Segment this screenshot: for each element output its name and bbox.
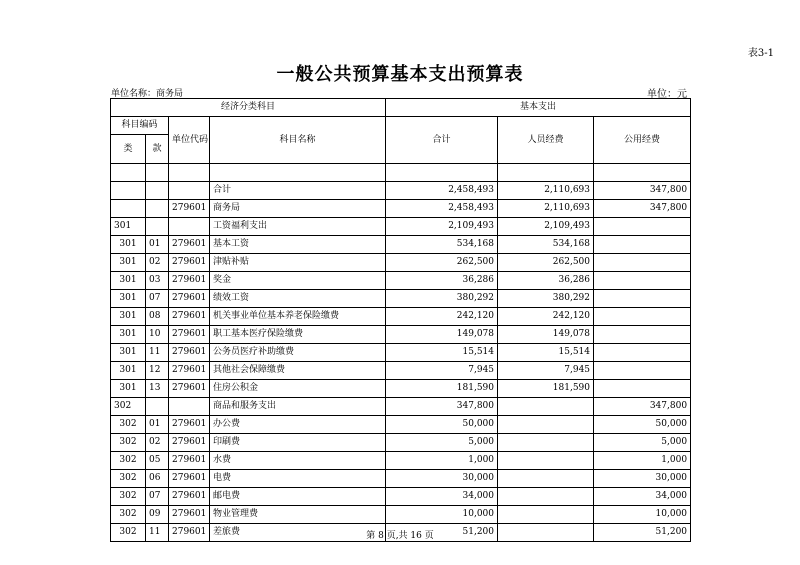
table-row	[111, 326, 691, 344]
cell-public: 5,000	[594, 434, 691, 452]
cell-kuan	[146, 200, 169, 218]
cell-total: 5,000	[386, 434, 498, 452]
cell-total: 380,292	[386, 290, 498, 308]
cell-lei: 301	[111, 326, 146, 344]
cell-lei: 302	[111, 452, 146, 470]
cell-personnel	[498, 416, 594, 434]
table-row	[111, 200, 691, 218]
cell-unit-code: 279601	[169, 272, 210, 290]
cell-public	[594, 362, 691, 380]
blank-row	[111, 164, 691, 182]
cell-subject-name: 基本工资	[210, 236, 386, 254]
cell-lei: 302	[111, 416, 146, 434]
cell-public: 51,200	[594, 524, 691, 542]
cell-personnel: 36,286	[498, 272, 594, 290]
cell-kuan: 06	[146, 470, 169, 488]
cell-lei: 301	[111, 362, 146, 380]
table-row	[111, 290, 691, 308]
cell-subject-name: 商品和服务支出	[210, 398, 386, 416]
cell-personnel: 15,514	[498, 344, 594, 362]
cell-subject-name: 津贴补贴	[210, 254, 386, 272]
cell-kuan: 02	[146, 434, 169, 452]
cell-kuan: 11	[146, 344, 169, 362]
cell-personnel: 7,945	[498, 362, 594, 380]
table-row	[111, 308, 691, 326]
cell-kuan	[146, 182, 169, 200]
cell-total: 15,514	[386, 344, 498, 362]
table-number: 表3-1	[747, 48, 774, 59]
cell-lei	[111, 182, 146, 200]
cell-total: 2,109,493	[386, 218, 498, 236]
header-row-2	[111, 117, 691, 135]
cell-unit-code: 279601	[169, 488, 210, 506]
cell-unit-code: 279601	[169, 308, 210, 326]
cell-unit-code: 279601	[169, 506, 210, 524]
budget-table	[110, 98, 691, 542]
table-row	[111, 416, 691, 434]
header-basic-expense: 基本支出	[386, 99, 691, 117]
cell-subject-name: 商务局	[210, 200, 386, 218]
cell-total: 1,000	[386, 452, 498, 470]
cell-unit-code: 279601	[169, 362, 210, 380]
cell-public	[594, 272, 691, 290]
cell-public: 50,000	[594, 416, 691, 434]
cell-kuan: 07	[146, 488, 169, 506]
table-row	[111, 452, 691, 470]
cell-lei: 302	[111, 434, 146, 452]
cell-subject-name: 其他社会保障缴费	[210, 362, 386, 380]
cell-total: 50,000	[386, 416, 498, 434]
header-lei: 类	[111, 135, 146, 164]
cell-unit-code	[169, 218, 210, 236]
page-number: 第 8 页,共 16 页	[366, 531, 434, 541]
page-title: 一般公共预算基本支出预算表	[276, 64, 524, 85]
cell-unit-code: 279601	[169, 200, 210, 218]
cell-kuan: 09	[146, 506, 169, 524]
cell-total: 30,000	[386, 470, 498, 488]
cell-total: 149,078	[386, 326, 498, 344]
table-row	[111, 380, 691, 398]
cell-total: 36,286	[386, 272, 498, 290]
cell-subject-name: 绩效工资	[210, 290, 386, 308]
cell-personnel: 2,110,693	[498, 200, 594, 218]
cell-total: 7,945	[386, 362, 498, 380]
cell-unit-code: 279601	[169, 236, 210, 254]
cell-kuan: 08	[146, 308, 169, 326]
cell-kuan: 01	[146, 416, 169, 434]
cell-subject-name: 印刷费	[210, 434, 386, 452]
unit-name: 单位名称：商务局	[111, 89, 184, 99]
table-row	[111, 488, 691, 506]
cell-unit-code: 279601	[169, 524, 210, 542]
header-public: 公用经费	[594, 117, 691, 164]
cell-unit-code: 279601	[169, 470, 210, 488]
cell-unit-code: 279601	[169, 434, 210, 452]
cell-total: 242,120	[386, 308, 498, 326]
cell-public: 347,800	[594, 398, 691, 416]
cell-subject-name: 水费	[210, 452, 386, 470]
header-subject-code: 科目编码	[111, 117, 169, 135]
cell-personnel	[498, 434, 594, 452]
header-kuan: 款	[146, 135, 169, 164]
cell-personnel: 242,120	[498, 308, 594, 326]
cell-personnel: 149,078	[498, 326, 594, 344]
cell-public: 10,000	[594, 506, 691, 524]
cell-unit-code	[169, 182, 210, 200]
cell-lei: 301	[111, 272, 146, 290]
cell-kuan: 01	[146, 236, 169, 254]
header-total: 合计	[386, 117, 498, 164]
cell-unit-code: 279601	[169, 452, 210, 470]
cell-kuan: 07	[146, 290, 169, 308]
cell-unit-code: 279601	[169, 344, 210, 362]
cell-personnel	[498, 452, 594, 470]
table-row	[111, 218, 691, 236]
cell-unit-code: 279601	[169, 326, 210, 344]
cell-lei: 302	[111, 488, 146, 506]
cell-total: 2,458,493	[386, 200, 498, 218]
cell-kuan: 13	[146, 380, 169, 398]
cell-subject-name: 合计	[210, 182, 386, 200]
table-row	[111, 506, 691, 524]
cell-lei: 302	[111, 506, 146, 524]
cell-subject-name: 物业管理费	[210, 506, 386, 524]
cell-total: 181,590	[386, 380, 498, 398]
cell-subject-name: 职工基本医疗保险缴费	[210, 326, 386, 344]
cell-kuan	[146, 218, 169, 236]
cell-public	[594, 254, 691, 272]
cell-personnel	[498, 470, 594, 488]
cell-lei: 302	[111, 470, 146, 488]
cell-public: 1,000	[594, 452, 691, 470]
cell-public	[594, 308, 691, 326]
cell-lei: 302	[111, 398, 146, 416]
cell-subject-name: 电费	[210, 470, 386, 488]
cell-personnel	[498, 398, 594, 416]
cell-personnel: 380,292	[498, 290, 594, 308]
cell-lei: 301	[111, 218, 146, 236]
cell-personnel	[498, 506, 594, 524]
cell-subject-name: 差旅费	[210, 524, 386, 542]
cell-total: 534,168	[386, 236, 498, 254]
table-row	[111, 470, 691, 488]
cell-public: 347,800	[594, 200, 691, 218]
cell-lei	[111, 200, 146, 218]
cell-unit-code	[169, 398, 210, 416]
cell-public	[594, 290, 691, 308]
header-unit-code: 单位代码	[169, 117, 210, 164]
cell-kuan: 03	[146, 272, 169, 290]
cell-public	[594, 380, 691, 398]
cell-subject-name: 机关事业单位基本养老保险缴费	[210, 308, 386, 326]
cell-total: 34,000	[386, 488, 498, 506]
cell-kuan: 05	[146, 452, 169, 470]
table-row	[111, 272, 691, 290]
cell-personnel: 181,590	[498, 380, 594, 398]
table-row	[111, 344, 691, 362]
table-row	[111, 254, 691, 272]
table-row	[111, 398, 691, 416]
cell-subject-name: 公务员医疗补助缴费	[210, 344, 386, 362]
cell-public	[594, 344, 691, 362]
cell-kuan: 12	[146, 362, 169, 380]
header-row-1	[111, 99, 691, 117]
cell-personnel: 2,109,493	[498, 218, 594, 236]
cell-public	[594, 326, 691, 344]
cell-public: 30,000	[594, 470, 691, 488]
cell-subject-name: 住房公积金	[210, 380, 386, 398]
cell-unit-code: 279601	[169, 416, 210, 434]
cell-public: 34,000	[594, 488, 691, 506]
cell-subject-name: 邮电费	[210, 488, 386, 506]
cell-subject-name: 办公费	[210, 416, 386, 434]
cell-total: 51,200	[386, 524, 498, 542]
cell-lei: 301	[111, 236, 146, 254]
cell-total: 347,800	[386, 398, 498, 416]
cell-lei: 301	[111, 254, 146, 272]
cell-public	[594, 218, 691, 236]
cell-public: 347,800	[594, 182, 691, 200]
cell-personnel: 262,500	[498, 254, 594, 272]
table-row	[111, 434, 691, 452]
cell-lei: 301	[111, 308, 146, 326]
cell-lei: 302	[111, 524, 146, 542]
header-econ-class: 经济分类科目	[111, 99, 386, 117]
cell-lei: 301	[111, 380, 146, 398]
cell-kuan: 02	[146, 254, 169, 272]
cell-unit-code: 279601	[169, 380, 210, 398]
table-row	[111, 182, 691, 200]
cell-lei: 301	[111, 344, 146, 362]
cell-unit-code: 279601	[169, 290, 210, 308]
cell-total: 10,000	[386, 506, 498, 524]
cell-subject-name: 工资福利支出	[210, 218, 386, 236]
cell-total: 2,458,493	[386, 182, 498, 200]
table-row	[111, 362, 691, 380]
cell-lei: 301	[111, 290, 146, 308]
table-row	[111, 236, 691, 254]
cell-subject-name: 奖金	[210, 272, 386, 290]
header-personnel: 人员经费	[498, 117, 594, 164]
cell-personnel	[498, 488, 594, 506]
cell-total: 262,500	[386, 254, 498, 272]
cell-kuan: 10	[146, 326, 169, 344]
cell-unit-code: 279601	[169, 254, 210, 272]
cell-personnel: 534,168	[498, 236, 594, 254]
header-subject-name: 科目名称	[210, 117, 386, 164]
unit-label: 单位：元	[647, 89, 687, 100]
cell-kuan: 11	[146, 524, 169, 542]
cell-kuan	[146, 398, 169, 416]
cell-personnel: 2,110,693	[498, 182, 594, 200]
cell-public	[594, 236, 691, 254]
